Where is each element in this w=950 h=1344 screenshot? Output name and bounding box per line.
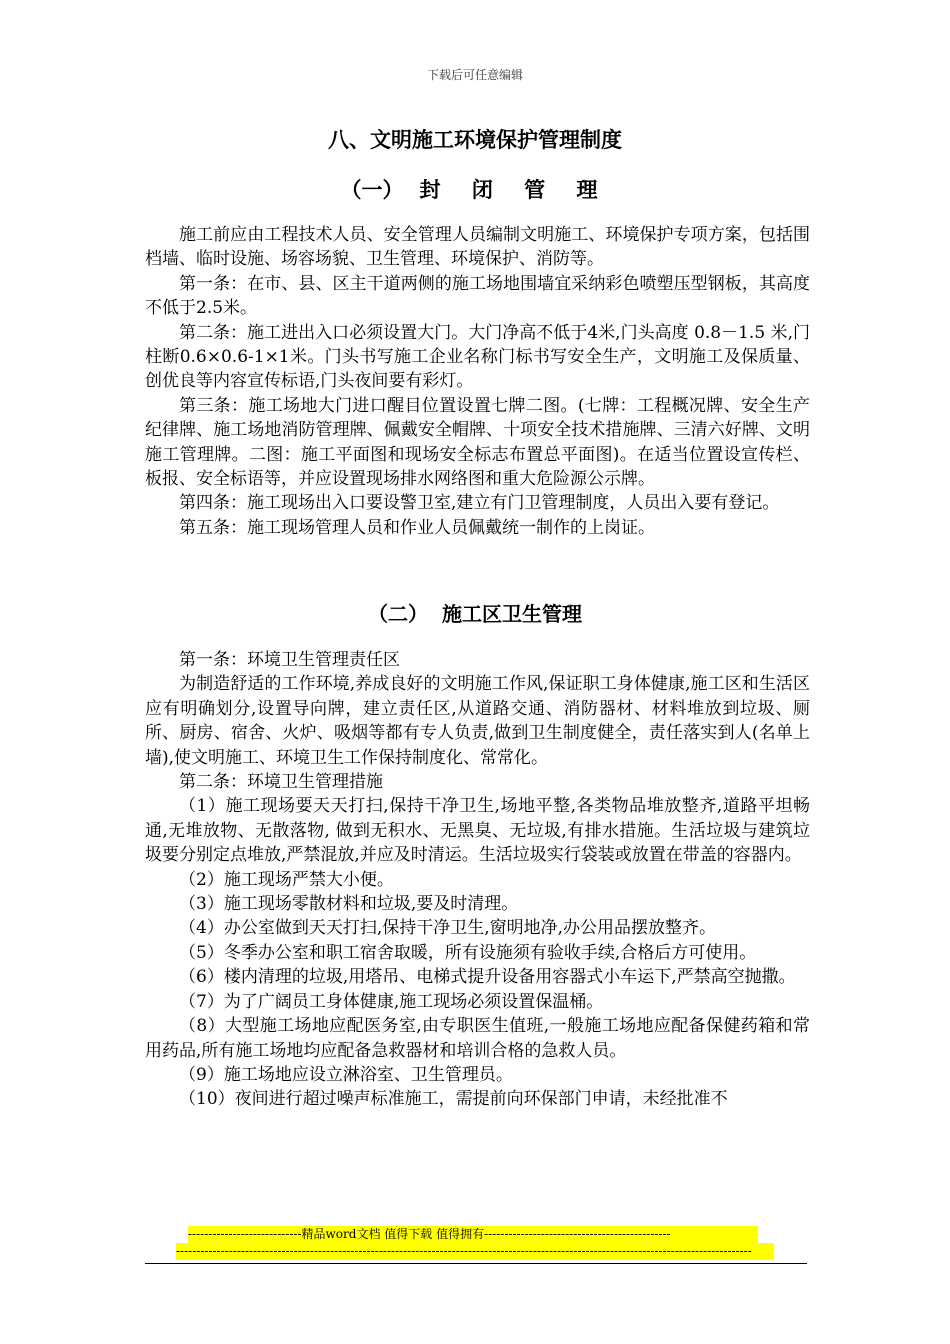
paragraph: （2）施工现场严禁大小便。 (179, 869, 394, 890)
paragraph: （9）施工场地应设立淋浴室、卫生管理员。 (179, 1064, 513, 1085)
footer-banner-line-2: ---------------------------------------------------------------------------------------------------------------------------------------------- (176, 1243, 774, 1260)
paragraph: 第五条：施工现场管理人员和作业人员佩戴统一制作的上岗证。 (179, 517, 655, 538)
paragraph: （1）施工现场要天天打扫,保持干净卫生,场地平整,各类物品堆放整齐,道路平坦畅通,无堆放物、无散落物, 做到无积水、无黑臭、无垃圾,有排水措施。生活垃圾与建筑垃圾要分别定点堆放,严禁混放,并应及时清运。生活垃圾实行袋装或放置在带盖的容器内。 (145, 796, 810, 866)
section-2-number: （二） (368, 602, 428, 626)
paragraph: （8）大型施工场地应配医务室,由专职医生值班,一般施工场地应配备保健药箱和常用药品,所有施工场地均应配备急救器材和培训合格的急救人员。 (145, 1016, 810, 1061)
paragraph: （6）楼内清理的垃圾,用塔吊、电梯式提升设备用容器式小车运下,严禁高空抛撒。 (179, 967, 796, 988)
section-2-title: 施工区卫生管理 (442, 602, 582, 626)
paragraph: 施工前应由工程技术人员、安全管理人员编制文明施工、环境保护专项方案，包括围档墙、临时设施、场容场貌、卫生管理、环境保护、消防等。 (145, 225, 810, 270)
paragraph: 第二条：环境卫生管理措施 (179, 772, 383, 793)
paragraph: 第一条：在市、县、区主干道两侧的施工场地围墙宜采纳彩色喷塑压型钢板，其高度不低于2.5米。 (145, 273, 810, 319)
section-2-body (145, 648, 810, 1112)
paragraph: （4）办公室做到天天打扫,保持干净卫生,窗明地净,办公用品摆放整齐。 (179, 918, 717, 939)
paragraph: 第一条：环境卫生管理责任区 (179, 650, 400, 670)
section-1-number: （一） (340, 177, 404, 202)
paragraph: 第二条：施工进出入口必须设置大门。大门净高不低于4米,门头高度 0.8－1.5 米,门柱断0.6×0.6-1×1米。门头书写施工企业名称门标书写安全生产，文明施工及保质量、创优良等内容宣传标语,门头夜间要有彩灯。 (145, 322, 810, 392)
paragraph: （5）冬季办公室和职工宿舍取暖，所有设施须有验收手续,合格后方可使用。 (179, 942, 757, 963)
section-1-heading (0, 174, 950, 204)
paragraph: 第三条：施工场地大门进口醒目位置设置七牌二图。(七牌：工程概况牌、安全生产纪律牌、施工场地消防管理牌、佩戴安全帽牌、十项安全技术措施牌、三清六好牌、文明施工管理牌。二图：施工平面图和现场安全标志布置总平面图)。在适当位置设宣传栏、板报、安全标语等，并应设置现场排水网络图和重大危险源公示牌。 (145, 395, 810, 490)
paragraph: （10）夜间进行超过噪声标准施工，需提前向环保部门申请，未经批准不 (179, 1089, 728, 1110)
document-title: 八、文明施工环境保护管理制度 (328, 127, 622, 152)
section-1-title: 封 闭 管 理 (419, 177, 610, 202)
page-header-note: 下载后可任意编辑 (426, 68, 523, 82)
section-1-body (145, 223, 810, 540)
paragraph: （3）施工现场零散材料和垃圾,要及时清理。 (179, 894, 519, 915)
paragraph: 第四条：施工现场出入口要设警卫室,建立有门卫管理制度，人员出入要有登记。 (179, 493, 780, 514)
footer-divider (145, 1263, 807, 1264)
footer-banner-line-1: ----------------------------精品word文档 值得下载 值得拥有---------------------------------------------- (188, 1226, 758, 1243)
section-2-heading (0, 598, 950, 627)
paragraph: （7）为了广阔员工身体健康,施工现场必须设置保温桶。 (179, 991, 604, 1012)
paragraph: 为制造舒适的工作环境,养成良好的文明施工作风,保证职工身体健康,施工区和生活区应有明确划分,设置导向牌，建立责任区,从道路交通、消防器材、材料堆放到垃圾、厕所、厨房、宿舍、火炉、吸烟等都有专人负责,做到卫生制度健全，责任落实到人(名单上墙),使文明施工、环境卫生工作保持制度化、常常化。 (145, 674, 810, 768)
